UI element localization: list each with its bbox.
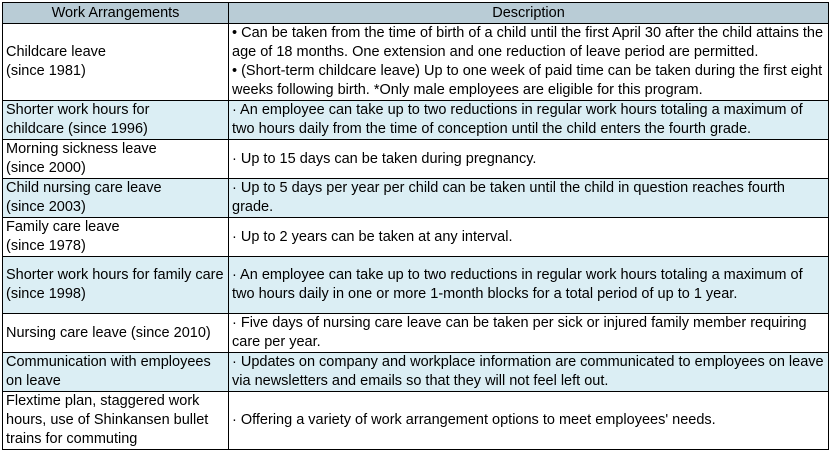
table-row	[3, 101, 829, 140]
description-cell: · Up to 2 years can be taken at any interval.	[229, 218, 829, 257]
table-row	[3, 392, 829, 450]
table-row	[3, 257, 829, 314]
description-cell: · An employee can take up to two reductions in regular work hours totaling a maximum of two hours daily from the time of conception until the child enters the fourth grade.	[229, 101, 829, 140]
table-row	[3, 140, 829, 179]
header-row	[3, 3, 829, 24]
header-description: Description	[229, 3, 829, 24]
description-cell: • Can be taken from the time of birth of a child until the first April 30 after the child attains the age of 18 months. One extension and one reduction of leave period are permitted. • (Short-term childcare leave) Up to one week of paid time can be taken during the first eight weeks following birth. *Only male employees are eligible for this program.	[229, 24, 829, 101]
table-row	[3, 179, 829, 218]
table-row	[3, 24, 829, 101]
table-row	[3, 353, 829, 392]
work-arrangements-table	[2, 2, 829, 450]
arrangement-cell: Nursing care leave (since 2010)	[3, 314, 229, 353]
table-row	[3, 218, 829, 257]
arrangement-cell: Communication with employees on leave	[3, 353, 229, 392]
description-cell: · Offering a variety of work arrangement options to meet employees' needs.	[229, 392, 829, 450]
description-cell: · Up to 15 days can be taken during pregnancy.	[229, 140, 829, 179]
description-cell: · Five days of nursing care leave can be taken per sick or injured family member requiring care per year.	[229, 314, 829, 353]
arrangement-cell: Morning sickness leave (since 2000)	[3, 140, 229, 179]
header-work-arrangements: Work Arrangements	[3, 3, 229, 24]
arrangement-cell: Shorter work hours for childcare (since 1996)	[3, 101, 229, 140]
arrangement-cell: Childcare leave (since 1981)	[3, 24, 229, 101]
description-cell: · An employee can take up to two reductions in regular work hours totaling a maximum of two hours daily in one or more 1-month blocks for a total period of up to 1 year.	[229, 257, 829, 314]
table-row	[3, 314, 829, 353]
description-cell: · Updates on company and workplace information are communicated to employees on leave via newsletters and emails so that they will not feel left out.	[229, 353, 829, 392]
arrangement-cell: Shorter work hours for family care (since 1998)	[3, 257, 229, 314]
arrangement-cell: Flextime plan, staggered work hours, use of Shinkansen bullet trains for commuting	[3, 392, 229, 450]
arrangement-cell: Family care leave (since 1978)	[3, 218, 229, 257]
description-cell: · Up to 5 days per year per child can be taken until the child in question reaches fourth grade.	[229, 179, 829, 218]
arrangement-cell: Child nursing care leave (since 2003)	[3, 179, 229, 218]
